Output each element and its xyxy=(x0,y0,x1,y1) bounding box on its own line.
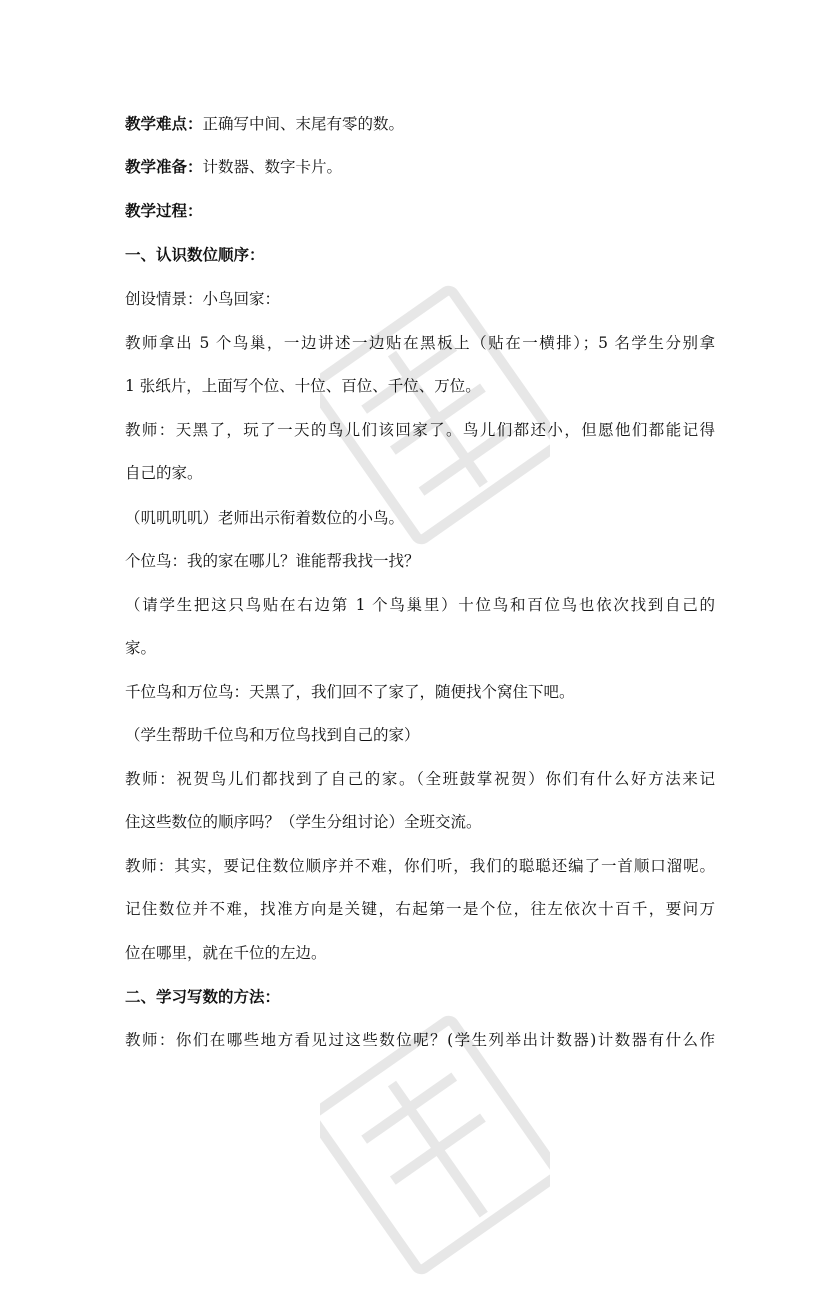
paragraph-line: 自己的家。 xyxy=(125,464,203,482)
prep-label: 教学准备： xyxy=(125,157,203,176)
paragraph-line: 个位鸟：我的家在哪儿？谁能帮我找一找？ xyxy=(125,552,420,570)
teaching-difficulty xyxy=(125,113,715,135)
paragraph-line: 教师：天黑了，玩了一天的鸟儿们该回家了。鸟儿们都还小，但愿他们都能记得 xyxy=(125,421,715,439)
scene-line: 创设情景：小鸟回家： xyxy=(125,290,281,308)
paragraph-line: 教师：其实，要记住数位顺序并不难，你们听，我们的聪聪还编了一首顺口溜呢。 xyxy=(125,857,715,875)
difficulty-text: 正确写中间、末尾有零的数。 xyxy=(202,115,405,133)
difficulty-label: 教学难点： xyxy=(125,114,203,133)
teaching-preparation xyxy=(125,156,715,178)
paragraph-line: （学生帮助千位鸟和万位鸟找到自己的家） xyxy=(125,726,420,744)
teaching-process-heading: 教学过程： xyxy=(125,201,203,220)
paragraph-line: （叽叽叽叽）老师出示衔着数位的小鸟。 xyxy=(125,509,405,527)
paragraph-line: 1 张纸片，上面写个位、十位、百位、千位、万位。 xyxy=(125,377,481,395)
paragraph-line: 千位鸟和万位鸟：天黑了，我们回不了家了，随便找个窝住下吧。 xyxy=(125,683,575,701)
paragraph-line: 教师：祝贺鸟儿们都找到了自己的家。（全班鼓掌祝贺）你们有什么好方法来记 xyxy=(125,770,715,788)
section-1-heading: 一、认识数位顺序： xyxy=(125,245,265,264)
paragraph-line: （请学生把这只鸟贴在右边第 1 个鸟巢里）十位鸟和百位鸟也依次找到自己的 xyxy=(125,596,715,614)
paragraph-line: 记住数位并不难，找准方向是关键，右起第一是个位，往左依次十百千，要问万 xyxy=(125,900,715,918)
paragraph-line: 教师：你们在哪些地方看见过这些数位呢？(学生列举出计数器)计数器有什么作 xyxy=(125,1031,715,1049)
paragraph-line: 教师拿出 5 个鸟巢，一边讲述一边贴在黑板上（贴在一横排）；5 名学生分别拿 xyxy=(125,334,715,352)
section-2-heading: 二、学习写数的方法： xyxy=(125,987,281,1006)
paragraph-line: 位在哪里，就在千位的左边。 xyxy=(125,944,327,962)
prep-text: 计数器、数字卡片。 xyxy=(202,158,343,176)
paragraph-line: 家。 xyxy=(125,639,157,657)
paragraph-line: 住这些数位的顺序吗？（学生分组讨论）全班交流。 xyxy=(125,813,482,831)
